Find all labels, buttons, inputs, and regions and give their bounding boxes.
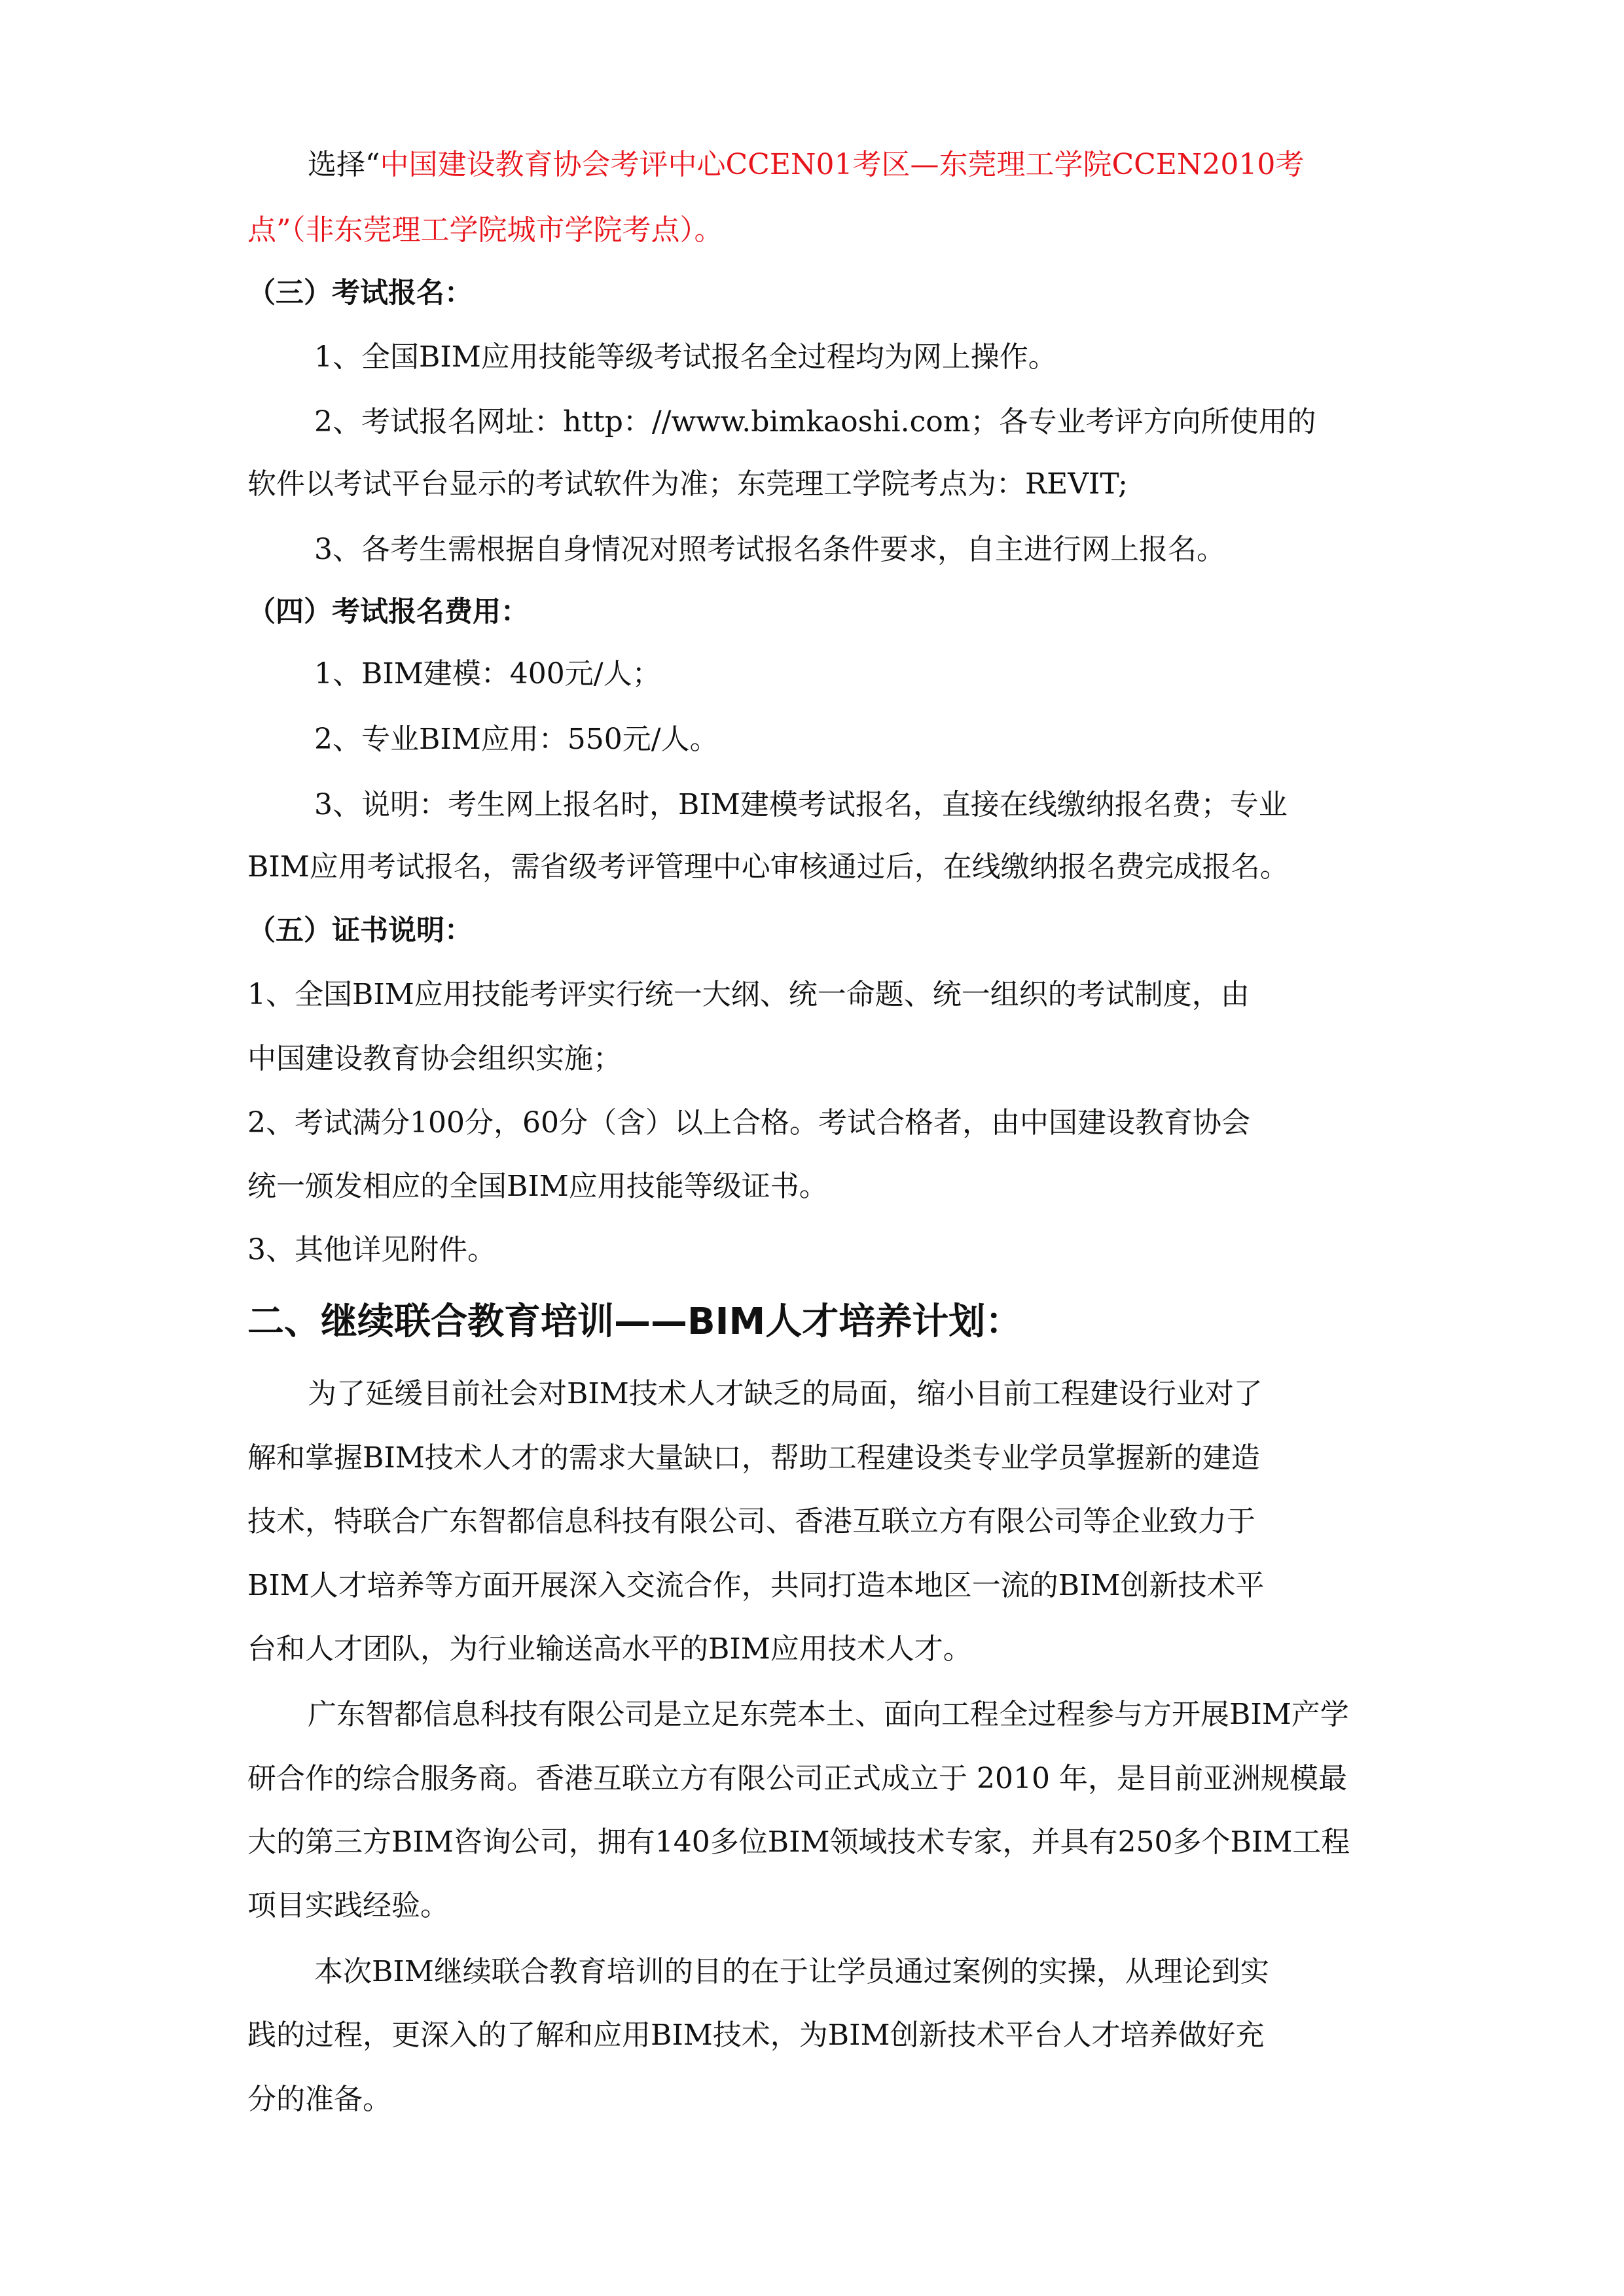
sec5-item-2-line-1: 2、考试满分100分，60分（含）以上合格。考试合格者，由中国建设教育协会 [247, 1106, 1250, 1139]
para1-line-3: 技术，特联合广东智都信息科技有限公司、香港互联立方有限公司等企业致力于 [247, 1505, 1255, 1538]
para2-line-1: 广东智都信息科技有限公司是立足东莞本土、面向工程全过程参与方开展BIM产学 [308, 1698, 1349, 1731]
para1-line-4: BIM人才培养等方面开展深入交流合作，共同打造本地区一流的BIM创新技术平 [247, 1569, 1265, 1602]
sec4-item-1: 1、BIM建模：400元/人； [314, 657, 661, 691]
section-3-heading: （三）考试报名： [247, 277, 473, 310]
para2-line-3: 大的第三方BIM咨询公司，拥有140多位BIM领域技术专家，并具有250多个BIM工程 [247, 1825, 1350, 1859]
sec4-item-3-line-1: 3、说明：考生网上报名时，BIM建模考试报名，直接在线缴纳报名费；专业 [314, 788, 1288, 821]
para2-line-2: 研合作的综合服务商。香港互联立方有限公司正式成立于 2010 年，是目前亚洲规模最 [247, 1762, 1347, 1795]
exam-site-prefix: 选择“ [308, 148, 380, 181]
para1-line-2: 解和掌握BIM技术人才的需求大量缺口，帮助工程建设类专业学员掌握新的建造 [247, 1441, 1260, 1475]
sec5-item-1-line-2: 中国建设教育协会组织实施； [247, 1042, 622, 1075]
section-5-heading: （五）证书说明： [247, 914, 473, 947]
para3-line-2: 践的过程，更深入的了解和应用BIM技术，为BIM创新技术平台人才培养做好充 [247, 2018, 1265, 2052]
sec5-item-1-line-1: 1、全国BIM应用技能考评实行统一大纲、统一命题、统一组织的考试制度，由 [247, 978, 1250, 1011]
para3-line-1: 本次BIM继续联合教育培训的目的在于让学员通过案例的实操，从理论到实 [314, 1955, 1269, 1988]
section-4-heading: （四）考试报名费用： [247, 596, 529, 628]
sec3-item-3: 3、各考生需根据自身情况对照考试报名条件要求，自主进行网上报名。 [314, 533, 1225, 566]
sec4-item-3-line-2: BIM应用考试报名，需省级考评管理中心审核通过后，在线缴纳报名费完成报名。 [247, 850, 1289, 884]
sec3-item-2-line-2: 软件以考试平台显示的考试软件为准；东莞理工学院考点为：REVIT; [247, 467, 1128, 501]
sec5-item-2-line-2: 统一颁发相应的全国BIM应用技能等级证书。 [247, 1170, 828, 1203]
sec4-item-2: 2、专业BIM应用：550元/人。 [314, 723, 719, 756]
exam-site-highlight: 中国建设教育协会考评中心CCEN01考区—东莞理工学院CCEN2010考 [380, 148, 1305, 181]
para1-line-1: 为了延缓目前社会对BIM技术人才缺乏的局面，缩小目前工程建设行业对了 [308, 1377, 1263, 1410]
para2-line-4: 项目实践经验。 [247, 1889, 449, 1922]
para1-line-5: 台和人才团队，为行业输送高水平的BIM应用技术人才。 [247, 1632, 972, 1666]
para3-line-3: 分的准备。 [247, 2083, 391, 2116]
sec3-item-1: 1、全国BIM应用技能等级考试报名全过程均为网上操作。 [314, 340, 1057, 374]
part-2-heading: 二、继续联合教育培训——BIM人才培养计划： [247, 1300, 1022, 1343]
exam-site-paragraph-line-2: 点”（非东莞理工学院城市学院考点）。 [247, 213, 723, 247]
sec5-item-3: 3、其他详见附件。 [247, 1233, 496, 1266]
exam-site-paragraph-line-1 [308, 145, 1304, 185]
sec3-item-2-line-1: 2、考试报名网址：http：//www.bimkaoshi.com；各专业考评方向所使用的 [314, 405, 1316, 439]
